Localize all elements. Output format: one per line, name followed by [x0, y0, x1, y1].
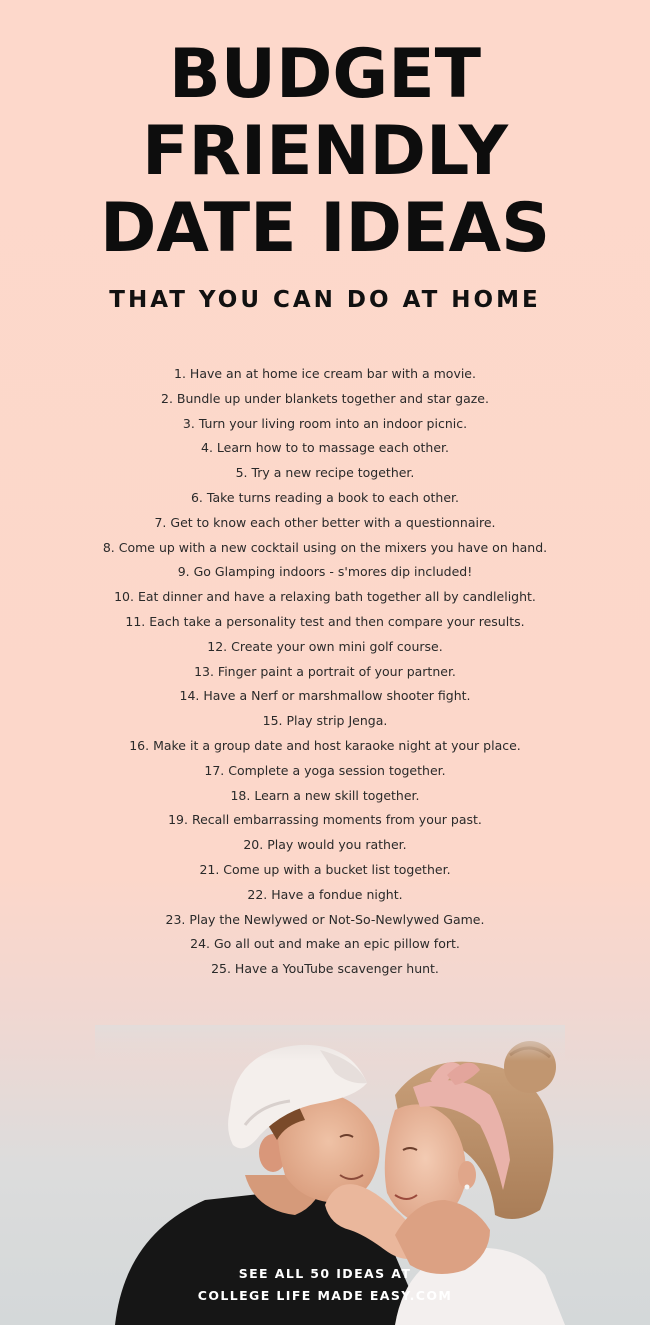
idea-item: 24. Go all out and make an epic pillow fort.	[190, 936, 460, 952]
cta-block[interactable]	[0, 1263, 650, 1307]
title-block	[0, 36, 650, 267]
idea-item: 10. Eat dinner and have a relaxing bath together all by candlelight.	[114, 589, 536, 605]
idea-item: 7. Get to know each other better with a questionnaire.	[154, 514, 496, 530]
idea-item: 1. Have an at home ice cream bar with a movie.	[174, 366, 476, 381]
idea-item: 5. Try a new recipe together.	[235, 465, 415, 481]
idea-item: 2. Bundle up under blankets together and star gaze.	[161, 390, 489, 406]
idea-item: 20. Play would you rather.	[243, 837, 407, 853]
cta-line-1: SEE ALL 50 IDEAS AT	[238, 1266, 412, 1281]
idea-item: 6. Take turns reading a book to each other.	[190, 489, 460, 505]
idea-item: 17. Complete a yoga session together.	[204, 762, 446, 778]
idea-item: 25. Have a YouTube scavenger hunt.	[211, 961, 439, 977]
subtitle: THAT YOU CAN DO AT HOME	[109, 287, 541, 313]
title-line-1: BUDGET	[168, 35, 482, 114]
cta-line-2[interactable]: COLLEGE LIFE MADE EASY.COM	[197, 1288, 453, 1303]
idea-item: 9. Go Glamping indoors - s'mores dip included!	[177, 564, 473, 580]
idea-item: 23. Play the Newlywed or Not-So-Newlywed Game.	[165, 911, 485, 927]
idea-item: 11. Each take a personality test and then compare your results.	[125, 613, 525, 629]
idea-item: 21. Come up with a bucket list together.	[199, 861, 451, 877]
idea-item: 19. Recall embarrassing moments from your past.	[168, 812, 482, 828]
idea-item: 22. Have a fondue night.	[247, 886, 403, 902]
idea-item: 14. Have a Nerf or marshmallow shooter fight.	[179, 688, 471, 704]
idea-item: 13. Finger paint a portrait of your partner.	[194, 663, 456, 679]
idea-item: 15. Play strip Jenga.	[262, 713, 388, 729]
ideas-list	[0, 362, 650, 982]
idea-item: 12. Create your own mini golf course.	[207, 638, 443, 654]
idea-item: 8. Come up with a new cocktail using on the mixers you have on hand.	[102, 539, 548, 555]
idea-item: 18. Learn a new skill together.	[230, 787, 420, 803]
idea-item: 16. Make it a group date and host karaoke night at your place.	[129, 737, 521, 753]
idea-item: 3. Turn your living room into an indoor picnic.	[182, 415, 468, 431]
idea-item: 4. Learn how to to massage each other.	[201, 440, 449, 456]
title-line-2: FRIENDLY	[142, 112, 508, 191]
title-line-3: DATE IDEAS	[99, 189, 551, 268]
